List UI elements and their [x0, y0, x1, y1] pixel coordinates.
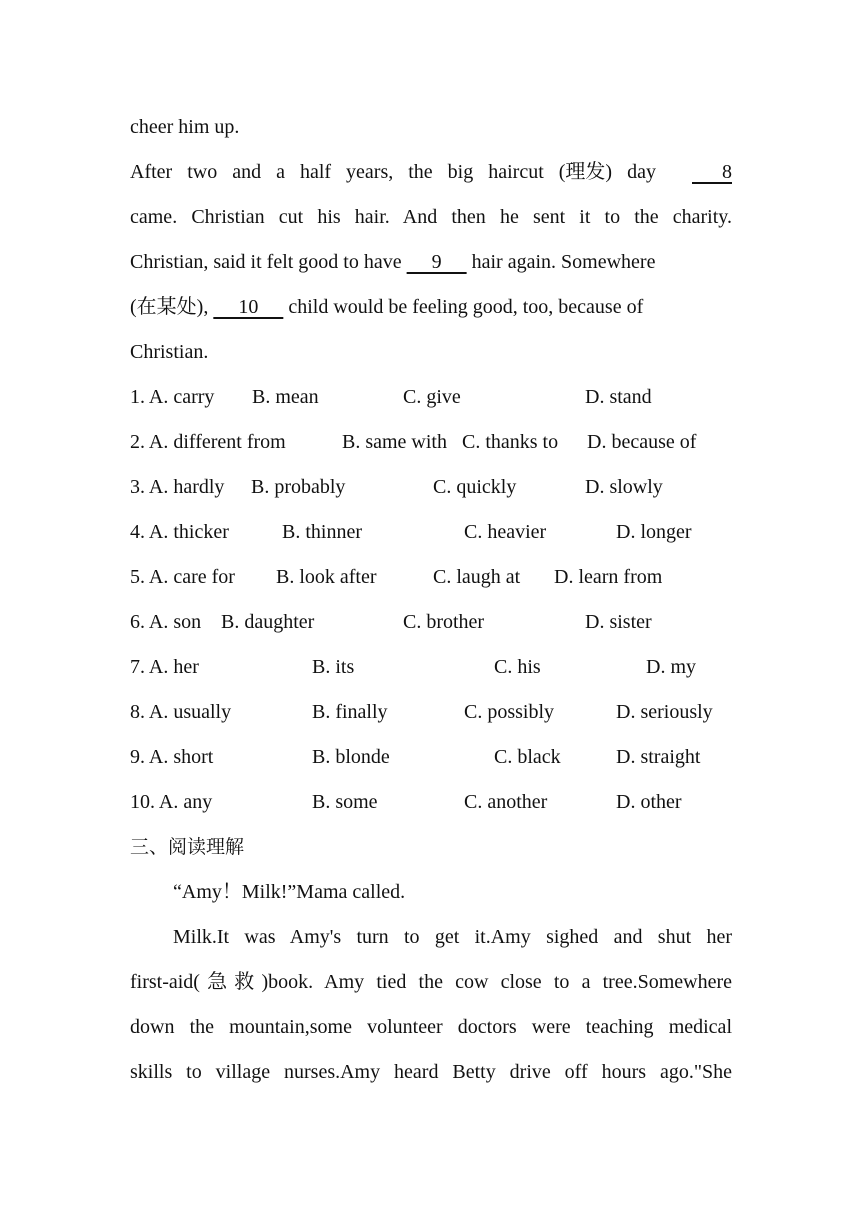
option-a: 8. A. usually [130, 701, 232, 723]
option-b: B. same with [342, 431, 447, 453]
passage-line-4-b: hair again. Somewhere [466, 251, 656, 273]
passage-line-6: Christian. [130, 341, 209, 363]
blank-10: 10 [213, 296, 284, 318]
option-c: C. his [494, 656, 541, 678]
option-c: C. thanks to [462, 431, 559, 453]
option-c: C. laugh at [433, 566, 521, 588]
option-b: B. its [312, 656, 355, 678]
option-b: B. some [312, 791, 378, 813]
option-c: C. brother [403, 611, 485, 633]
option-row-8 [130, 690, 732, 735]
option-b: B. daughter [221, 611, 315, 633]
option-a: 1. A. carry [130, 386, 215, 408]
passage-line-5-a: (在某处), [130, 296, 214, 318]
reading-line-3: down the mountain,some volunteer doctors were teaching medical [130, 1016, 732, 1038]
reading-line-1 [130, 915, 732, 960]
blank-9: 9 [406, 251, 467, 273]
option-d: D. longer [616, 521, 692, 543]
option-b: B. blonde [312, 746, 390, 768]
option-a: 3. A. hardly [130, 476, 225, 498]
option-row-2 [130, 420, 732, 465]
passage-line-2 [130, 150, 732, 195]
option-d: D. other [616, 791, 682, 813]
reading-quote: “Amy！Milk!”Mama called. [173, 881, 406, 903]
section-heading: 三、阅读理解 [130, 836, 245, 858]
option-d: D. stand [585, 386, 652, 408]
page-content [130, 105, 732, 1095]
option-b: B. thinner [282, 521, 362, 543]
option-a: 4. A. thicker [130, 521, 229, 543]
option-row-4 [130, 510, 732, 555]
passage-line-4 [130, 240, 732, 285]
option-row-6 [130, 600, 732, 645]
passage-line-5 [130, 285, 732, 330]
blank-8: 8 [692, 161, 732, 183]
option-c: C. black [494, 746, 561, 768]
reading-line-2: first-aid(急救)book. Amy tied the cow close to a tree.Somewhere [130, 971, 732, 993]
passage-line-1: cheer him up. [130, 116, 240, 138]
option-c: C. give [403, 386, 461, 408]
option-b: B. look after [276, 566, 377, 588]
option-c: C. heavier [464, 521, 547, 543]
option-row-7 [130, 645, 732, 690]
option-a: 7. A. her [130, 656, 199, 678]
reading-line-4: skills to village nurses.Amy heard Betty drive off hours ago."She [130, 1061, 732, 1083]
option-b: B. finally [312, 701, 388, 723]
option-b: B. probably [251, 476, 346, 498]
option-a: 9. A. short [130, 746, 214, 768]
option-d: D. straight [616, 746, 701, 768]
passage-line-3: came. Christian cut his hair. And then he sent it to the charity. [130, 206, 732, 228]
passage-line-5-b: child would be feeling good, too, because of [283, 296, 644, 318]
option-d: D. slowly [585, 476, 663, 498]
reading-line-1-text: Milk.It was Amy's turn to get it.Amy sighed and shut her [173, 926, 732, 948]
option-d: D. because of [587, 431, 697, 453]
option-b: B. mean [252, 386, 319, 408]
option-d: D. learn from [554, 566, 663, 588]
option-row-9 [130, 735, 732, 780]
option-a: 6. A. son [130, 611, 202, 633]
option-d: D. seriously [616, 701, 713, 723]
option-a: 10. A. any [130, 791, 213, 813]
option-row-5 [130, 555, 732, 600]
option-d: D. my [646, 656, 696, 678]
option-a: 5. A. care for [130, 566, 235, 588]
option-row-3 [130, 465, 732, 510]
option-a: 2. A. different from [130, 431, 286, 453]
passage-line-4-a: Christian, said it felt good to have [130, 251, 407, 273]
passage-line-2-text: After two and a half years, the big haircut (理发) day [130, 161, 656, 183]
option-row-10 [130, 780, 732, 825]
option-c: C. another [464, 791, 548, 813]
option-row-1 [130, 375, 732, 420]
option-c: C. possibly [464, 701, 555, 723]
option-c: C. quickly [433, 476, 517, 498]
option-d: D. sister [585, 611, 652, 633]
